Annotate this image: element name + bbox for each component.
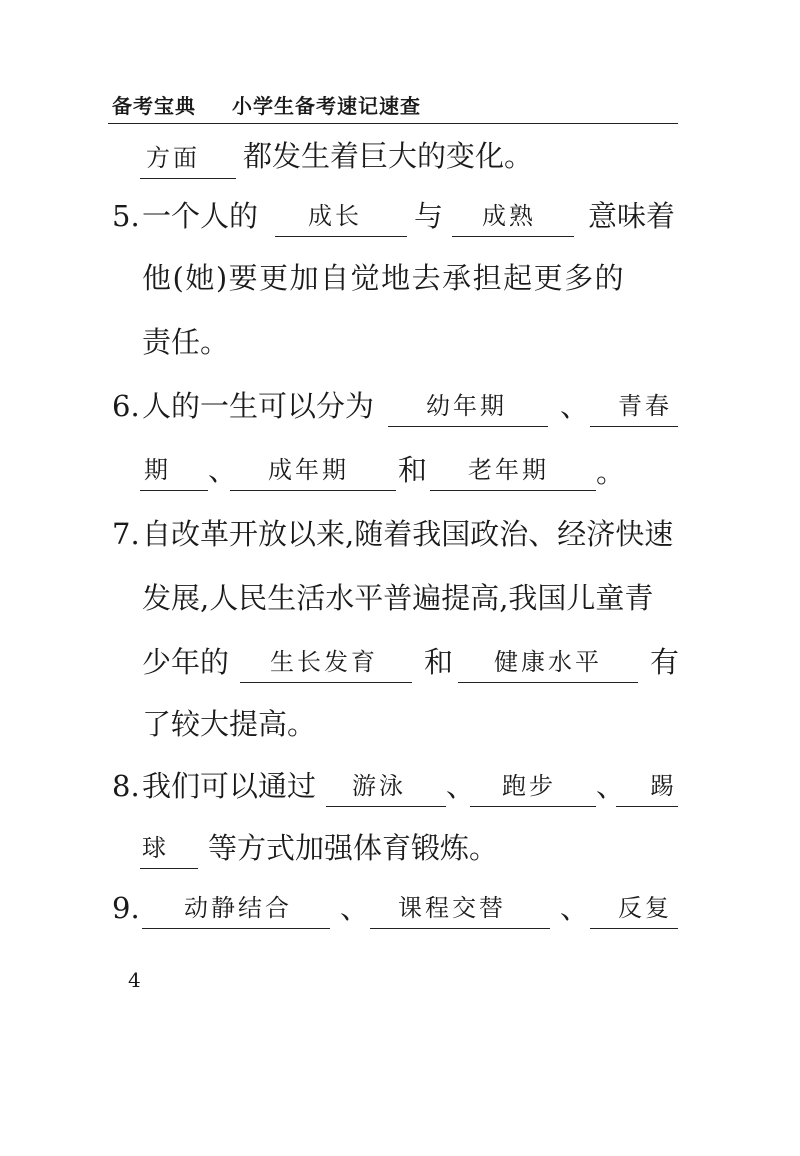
- question-text: 我们可以通过: [142, 769, 317, 803]
- answer-text: 球: [142, 834, 169, 862]
- answer-text: 期: [144, 456, 171, 484]
- question-text: 发展,人民生活水平普遍提高,我国儿童青: [142, 581, 654, 615]
- question-text: 。: [596, 455, 626, 489]
- question-text: 他(她)要更加自觉地去承担起更多的: [142, 261, 626, 295]
- question-text: 一个人的: [142, 199, 259, 233]
- answer-text: 幼年期: [426, 392, 507, 420]
- question-text: 意味着: [588, 199, 676, 233]
- answer-text: 反复: [618, 894, 672, 922]
- answer-text: 健康水平: [494, 648, 602, 676]
- page-header: [112, 90, 421, 119]
- separator: 、: [560, 389, 590, 423]
- header-rule: [108, 123, 678, 124]
- answer-text: 生长发育: [270, 648, 378, 676]
- question-text: 人的一生可以分为: [142, 389, 375, 423]
- question-text: 和: [424, 645, 454, 679]
- answer-text: 动静结合: [184, 894, 292, 922]
- separator: 、: [596, 769, 626, 803]
- question-text: 都发生着巨大的变化。: [243, 139, 534, 173]
- book-title: 小学生备考速记速查: [231, 94, 421, 118]
- answer-text: 课程交替: [398, 894, 506, 922]
- answer-text: 游泳: [352, 772, 406, 800]
- item-number: 5.: [112, 199, 140, 233]
- answer-text: 踢: [650, 772, 677, 800]
- book-series-label: 备考宝典: [112, 94, 196, 118]
- answer-text: 成长: [308, 202, 362, 230]
- answer-text: 青春: [618, 392, 672, 420]
- question-text: 责任。: [142, 325, 230, 359]
- separator: 、: [446, 769, 476, 803]
- answer-text: 跑步: [502, 772, 556, 800]
- question-text: 与: [414, 199, 444, 233]
- answer-text: 方面: [146, 144, 200, 172]
- page-number: 4: [128, 968, 141, 992]
- question-text: 了较大提高。: [142, 707, 317, 741]
- answer-text: 成年期: [268, 456, 349, 484]
- item-number: 9.: [112, 891, 140, 925]
- item-number: 6.: [112, 389, 140, 423]
- answer-text: 成熟: [482, 202, 536, 230]
- item-number: 7.: [112, 517, 140, 551]
- item-number: 8.: [112, 769, 140, 803]
- question-text: 自改革开放以来,随着我国政治、经济快速: [142, 517, 674, 551]
- question-text: 和: [398, 453, 428, 487]
- separator: 、: [340, 891, 370, 925]
- question-text: 有: [650, 645, 680, 679]
- separator: 、: [560, 891, 590, 925]
- question-text: 等方式加强体育锻炼。: [208, 831, 499, 865]
- separator: 、: [208, 453, 238, 487]
- answer-text: 老年期: [468, 456, 549, 484]
- question-text: 少年的: [142, 645, 230, 679]
